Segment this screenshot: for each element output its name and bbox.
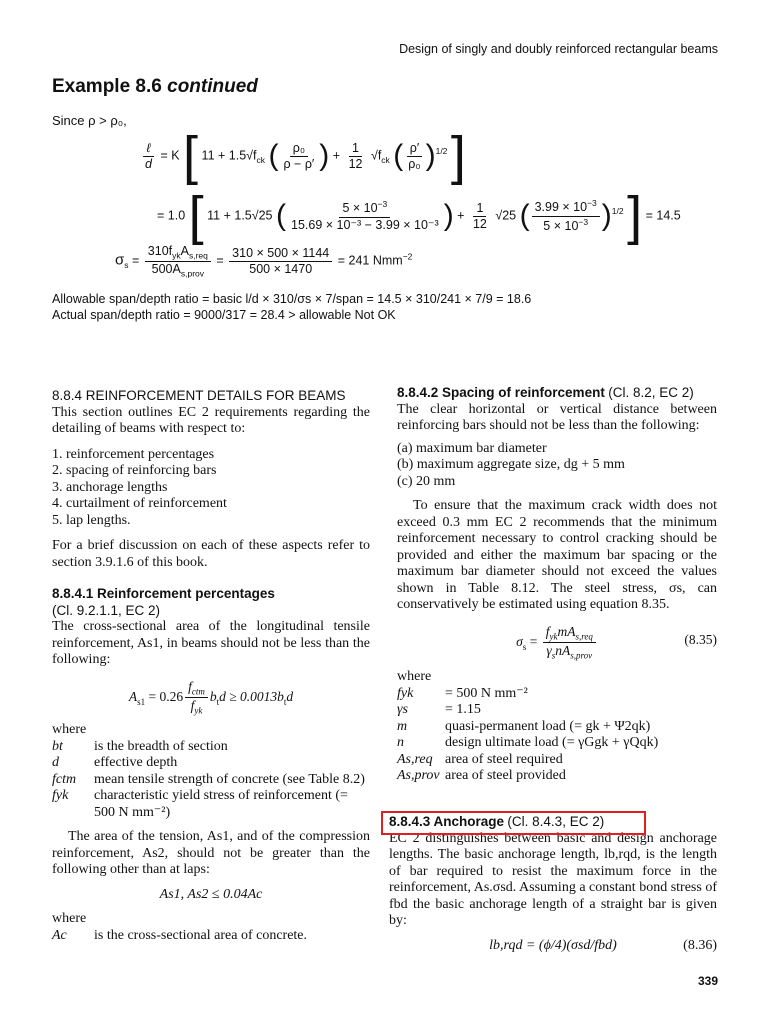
reinforcement-paragraph: The cross-sectional area of the longitudinal tensile reinforcement, As1, in beams should not be less than the following: [52,619,370,667]
list-item: (b) maximum aggregate size, dg + 5 mm [397,457,625,472]
list-item: 2. spacing of reinforcing bars [52,463,217,478]
definition-item: fyk characteristic yield stress of reinforcement (= 500 N mm⁻²) [52,788,348,820]
definition-item: As,prov area of steel provided [397,768,566,784]
anchorage-paragraph: EC 2 distinguishes between basic and design anchorage lengths. The basic anchorage length, lb,rqd, is the length of bar required to resist the maximum force in the reinforcement, As.σsd. Assuming a constant bond stress of fbd the basic anchorage length of a straight bar is given by: [389,830,717,928]
equation-max-area: As1, As2 ≤ 0.04Ac [159,886,263,902]
equation-number: (8.36) [683,937,717,953]
spacing-options [397,441,717,491]
equation-number: (8.35) [684,631,717,647]
detail-list [52,447,370,530]
equation-as1: $A_{s1} = 0.26$ $\frac{f_{ctm}}{f_{yk}}$ $b_td \ge 0.0013b_td$ [128,678,294,716]
definition-item: fyk = 500 N mm⁻² [397,685,528,701]
equation-8-35: $\sigma_s$ = $\frac{f_{yk}mA_{s,req}}{\gamma_snA_{s,prov}}$ (8.35) [516,623,717,661]
spacing-paragraph: The clear horizontal or vertical distance between reinforcing bars should not be less than the following: [397,401,717,433]
section-heading-8-8-4-2: 8.8.4.2 Spacing of reinforcement (Cl. 8.2, EC 2) [397,385,694,400]
section-heading-8-8-4: 8.8.4 REINFORCEMENT DETAILS FOR BEAMS [52,388,346,403]
actual-ratio: Actual span/depth ratio = 9000/317 = 28.4 > allowable Not OK [52,308,396,322]
section-heading-8-8-4-1: 8.8.4.1 Reinforcement percentages [52,586,275,601]
definition-item: As,req area of steel required [397,751,563,767]
intro-paragraph: This section outlines EC 2 requirements regarding the detailing of beams with respect to: [52,404,370,436]
page-number: 339 [697,974,718,988]
list-item: (c) 20 mm [397,473,456,489]
example-label: Example 8.6 [52,76,162,97]
definition-item: d effective depth [52,755,178,771]
list-item: 3. anchorage lengths [52,479,168,495]
definition-item: Ac is the cross-sectional area of concrete. [52,927,308,943]
since-text: Since ρ > ρ₀, [52,113,127,128]
left-column [52,388,370,944]
allowable-ratio: Allowable span/depth ratio = basic l/d × 310/σs × 7/span = 14.5 × 310/241 × 7/9 = 18.6 [52,292,532,306]
where-label: where [52,722,87,738]
definition-item: fctm mean tensile strength of concrete (see Table 8.2) [52,771,365,787]
anchorage-section [389,814,717,954]
right-column [397,385,717,785]
where-label: where [397,669,432,685]
list-item: 1. reinforcement percentages [52,446,215,462]
definition-item: γs = 1.15 [397,702,481,718]
list-item: 5. lap lengths. [52,512,131,528]
where-label-2: where [52,911,87,927]
brief-paragraph: For a brief discussion on each of these aspects refer to section 3.9.1.6 of this book. [52,538,370,570]
max-area-paragraph: The area of the tension, As1, and of the compression reinforcement, As2, should not be greater than the following other than at laps: [52,829,370,878]
definition-item: n design ultimate load (= γGgk + γQqk) [397,735,659,751]
equation-steel-stress: $\sigma_s$ = $\frac{310f_{yk}A_{s,req}}{500A_{s,prov}}$ = $\frac{310 \times 500 \times 1144}{500 \times 1470}$ = 241 Nmm$^{-2}$ [115,244,413,279]
section-ref-8-8-4-1: (Cl. 9.2.1.1, EC 2) [52,602,161,618]
highlight-box [381,811,646,835]
equation-span-depth-numeric: = 1.0 [ 11 + 1.5√25 ( $\frac{5 \times 10^{-3}}{\text{15.69 × 10⁻³ − 3.99 × 10⁻³}}$ ) + $\frac{1}{12}$ √25 ( $\frac{3.99 \times 10^{-3}}{5 \times 10^{-3}}$ )$^{1/2}$ ] = 14.5 [157,186,681,246]
example-title [52,76,258,98]
section-heading-8-8-4-3: 8.8.4.3 Anchorage (Cl. 8.4.3, EC 2) [389,814,605,829]
equation-8-36: lb,rqd = (ϕ/4)(σsd/fbd) (8.36) [489,937,717,953]
list-item: 4. curtailment of reinforcement [52,496,227,511]
crack-width-paragraph: To ensure that the maximum crack width does not exceed 0.3 mm EC 2 recommends that the minimum reinforcement necessary to control cracking should be provided and either the maximum bar spacing or the maximum bar diameter should not exceed the values shown in Table 8.12. The steel stress, σs, can conservatively be estimated using equation 8.35. [397,498,717,612]
example-continued: continued [167,76,258,97]
running-head: Design of singly and doubly reinforced rectangular beams [399,42,718,56]
definition-item: bt is the breadth of section [52,738,228,754]
list-item: (a) maximum bar diameter [397,440,547,456]
equation-span-depth-general: $\frac{\text{ℓ}}{d}$ = K [ $11 + 1.5√f_{ck}$ ( $\frac{\text{ρ₀}}{\rho - \rho'}$ ) + $\frac{1}{12}$ $√f_{ck}$ ( $\frac{\rho'}{\text{ρ₀}}$ )$^{1/2}$ ] [145,126,466,186]
definition-item: m quasi-permanent load (= gk + Ψ2qk) [397,718,651,734]
